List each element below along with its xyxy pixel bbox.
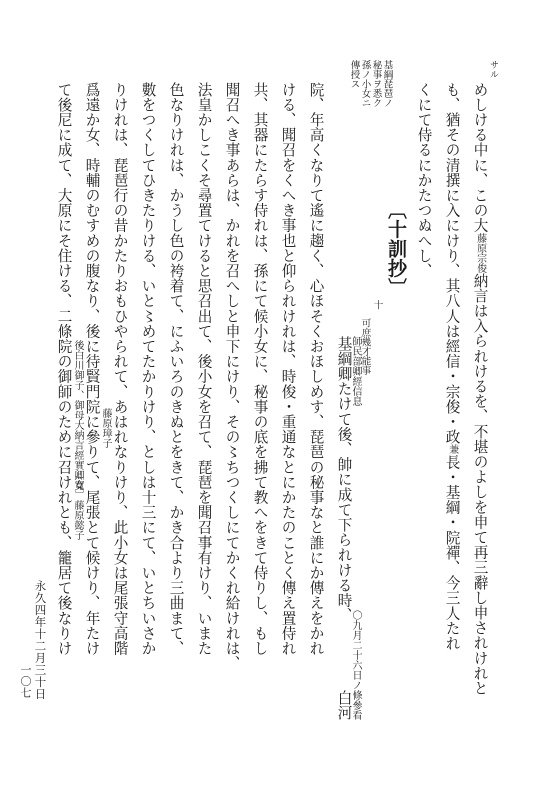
margin-note-line-1: 基綱琵琶ノ — [381, 60, 393, 108]
text-line-2: ける、聞召をくへき事也と仰られけれは、時俊・重通なとにかたのことく傳え置侍れ — [279, 82, 297, 656]
gloss-6: 〔寛〕藤原懿子 — [72, 470, 83, 540]
date-footer: 永久四年十二月三十日 — [33, 580, 48, 700]
running-head: サル — [488, 60, 498, 79]
body-line-2: も、猶その清撰に入にけり、其八人は經信・宗俊・政兼長・基綱・院禪、今三人たれ — [443, 82, 461, 651]
text-line-10: て後尼に成て、大原にそ住ける、二條院の御師のために召けれとも、籠居て後なりけ — [55, 82, 73, 656]
gloss-3: 師民部卿經信息 — [350, 336, 361, 406]
title-sub-number: 十 — [371, 300, 383, 310]
gloss-7: 後白川御子、御母大納言經實卿女 — [72, 340, 83, 490]
text-line-3: 共、其器にたらす侍れは、孫にて候小女に、秘事の底を拂て教へをきて侍りし、もし — [251, 82, 269, 656]
gloss-4: 〇九月二十六日ノ條參看 — [350, 610, 361, 720]
source-title: 〔十訓抄〕 — [385, 200, 407, 298]
title-sub-heading: 可庶幾才能事 — [359, 318, 371, 375]
text-line-1: 院、年高くなりて遙に趨く、心ほそくおほしめす、琵琶の秘事なと誰にか傳えをかれ — [307, 82, 325, 656]
margin-note-line-3: 孫ノ小女ニ — [359, 60, 371, 108]
body-line-4: 基綱卿たけて後、帥に成て下られける時、 — [335, 336, 353, 623]
gloss-5: 藤原璋子 — [100, 408, 111, 448]
text-line-5: 法皇かしこくそ尋置てけると思召出て、後小女を召て、琵琶を聞召事有けり、いまた — [195, 82, 213, 656]
text-line-9: 爲遠か女、時輔のむすめの腹なり、後に待賢門院に參りて、尾張とて候けり、年たけ — [83, 82, 101, 656]
body-line-4-end: 白河 — [335, 690, 353, 721]
text-line-7: 數をつくしてひきたりける、いと〻めてたかりけり、としは十三にて、いとちいさか — [139, 82, 157, 656]
text-line-4: 聞召へき事あらは、かれを召へしと申下にけり、その〻ちつくしにてかくれ給けれは、 — [223, 82, 241, 671]
text-line-6: 色なりけれは、かうし色の袴着て、にふいろのきぬとをきて、かき合より三曲まて、 — [167, 82, 185, 656]
page-number: 一〇七 — [19, 664, 32, 699]
gloss-1: 藤原宗俊 — [474, 233, 486, 273]
margin-note-line-4: 傳授ス — [348, 60, 360, 89]
text-line-8: りけれは、琵琶行の昔かたりおもひやられて、あはれなりけり、此小女は尾張守高階 — [111, 82, 129, 656]
margin-note-line-2: 秘事ヲ悉ク — [370, 60, 382, 108]
body-line-1: めしける中に、この大藤原宗俊納言は入られけるを、不堪のよしを申て再三辭し申されけれと — [471, 82, 489, 696]
body-line-3: くにて侍るにかたつぬへし、 — [415, 82, 433, 279]
gloss-2: 兼 — [446, 444, 458, 455]
